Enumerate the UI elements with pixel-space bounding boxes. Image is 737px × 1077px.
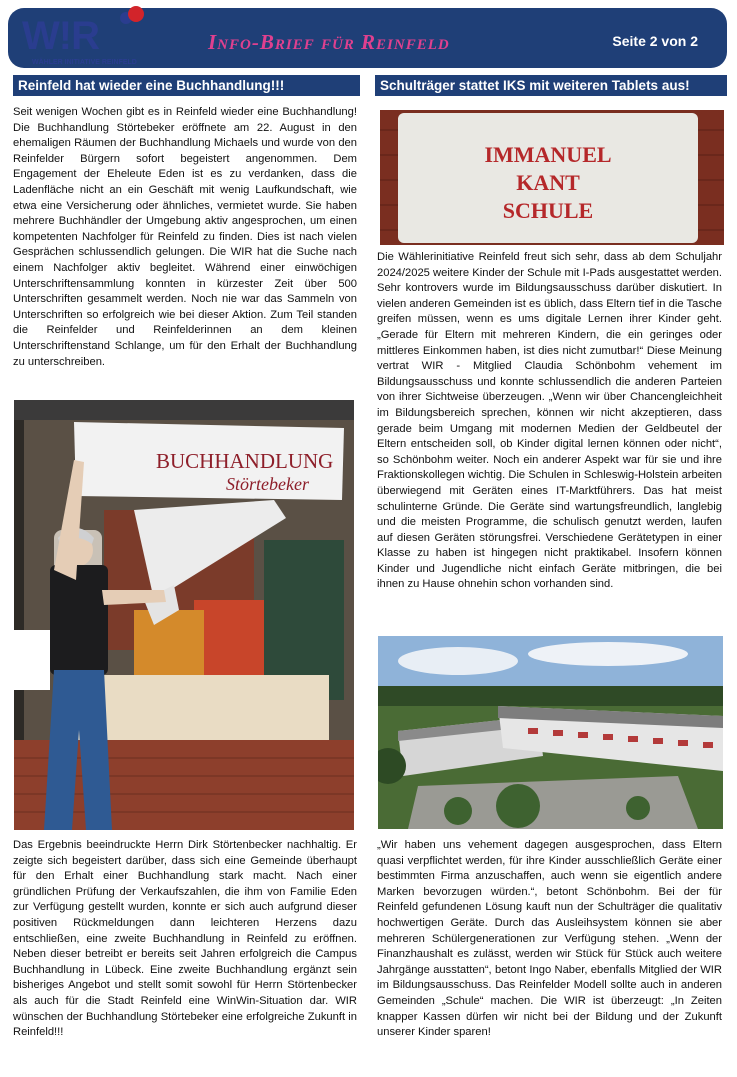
left-article-paragraph-2: Das Ergebnis beeindruckte Herrn Dirk Störtenbecker nachhaltig. Er zeigte sich begeistert darüber, dass sich eine Gemeinde überhaupt für den Erhalt einer Buchhandlung stark macht. Nach einer gründlichen Prüfung der Verkaufszahlen, die ihm von Familie Eden zur Verfügung gestellt wurden, konnte er sich auch aufgrund dieser positiven Rückmeldungen dann leichteren Herzens dazu entschließen, eine zweite Buchhandlung in Reinfeld zu eröffnen. Neben dieser betreibt er bereits seit Jahren erfolgreich die Campus Buchhandlung in Lübeck. Eine zweite Buchhandlung ergänzt sein bisheriges Angebot und stellt somit sowohl für Herrn Störtenbecker als auch für die Stadt Reinfeld eine WinWin-Situation dar. WIR wünschen der Buchhandlung Störtebeker eine erfolgreiche Zukunft in Reinfeld!!! xyxy=(13,839,357,1039)
school-aerial-illustration xyxy=(378,636,723,829)
school-sign-illustration xyxy=(380,110,724,245)
bookstore-photo xyxy=(14,400,354,830)
newsletter-title: Info-Brief für Reinfeld xyxy=(208,30,450,54)
sign-text-3: SCHULE xyxy=(502,198,594,223)
right-article-paragraph-1: Die Wählerinitiative Reinfeld freut sich sehr, dass ab dem Schuljahr 2024/2025 weitere Kinder der Schule mit I-Pads ausgestattet werden. Sehr kontrovers wurde im Bildungsausschuss darüber diskutiert. In vielen anderen Gemeinden ist es üblich, dass Eltern tief in die Tasche greifen müssen, wenn es ums digitale Lernen ihrer Kinder geht. „Gerade für Eltern mit mehreren Kindern, die ein geringes oder mittleres Einkommen haben, ist dies nicht zumutbar!“ Diese Meinung vertrat WIR - Mitglied Claudia Schönbohm vehement im Bildungsausschuss und konnte schlussendlich die anderen Parteien von ihrer Sichtweise überzeugen. „Wenn wir über Chancengleichheit im Bildungsbereich sprechen, können wir nicht akzeptieren, dass gerade beim Umgang mit modernen Medien der Geldbeutel der Eltern entscheiden soll, ob Kinder digital lernen können oder nicht“, so Schönbohm weiter. Noch ein anderer Aspekt war für sie und ihre Fraktionskollegen wichtig. Die Schulen in Schleswig-Holstein arbeiten überwiegend mit Geräten eines IT-Marktführers. Das hat meist schulinterne Gründe. Die Geräte sind wartungsfreundlich, langlebig und die meisten Programme, die schulisch genutzt werden, laufen auf diesen Geräten störungsfrei. Verschiedene Gerätetypen in einer Klasse zu haben ist hingegen nicht praktikabel. Insofern können Kinder und Jugendliche nicht einfach Geräte mitbringen, die bei ihnen zu Hause ohnehin schon vorhanden sind. xyxy=(377,251,722,591)
logo-text: W!R xyxy=(22,14,99,58)
logo-dot-red xyxy=(128,6,144,22)
right-article-paragraph-2: „Wir haben uns vehement dagegen ausgesprochen, dass Eltern quasi verpflichtet werden, für ihre Kinder ausschließlich Geräte einer bestimmten Firma anzuschaffen, auch wenn sie eigentlich andere Marken bevorzugen würden.“, betont Schönbohm. Bei der für Reinfeld gefundenen Lösung kauft nun der Schulträger die qualitativ hochwertigen Geräte. Durch das Ausleihsystem können sie aber mehreren Schülergenerationen zur Verfügung stehen. „Wenn der Finanzhaushalt es zulässt, werden wir Stück für Stück auch weitere Jahrgänge ausstatten“, betont Ingo Naber, ebenfalls Mitglied der WIR im Bildungsausschuss. Das Reinfelder Modell sollte auch in anderen Gemeinden „Schule“ machen. Die WIR ist überzeugt: „In Zeiten knapper Kassen dürfen wir nicht bei der Bildung und der Zukunft unserer Kinder sparen! xyxy=(377,839,722,1039)
left-article-paragraph-1: Seit wenigen Wochen gibt es in Reinfeld wieder eine Buchhandlung! Die Buchhandlung Störtebeker eröffnete am 22. August in den ehemaligen Räumen der Buchhandlung Michaels und wurde von den Reinfelder Bürgern sofort begeistert angenommen. Dem Engagement der Eheleute Eden ist es zu verdanken, dass die Ladenfläche nicht an ein Geschäft mit wenig Laufkundschaft, wie etwa eine Versicherung oder ähnliches, vermietet wurde. Sie haben mehrere Buchhändler der Umgebung aktiv angesprochen, um einen kompetenten Nachfolger für Reinfeld zu finden. Dies ist nach vielen Gesprächen schlussendlich gelungen. Die WIR hat die Suche nach einem Nachfolger aktiv begleitet. Während einer einwöchigen Unterschriftensammlung konnten in kürzester Zeit über 500 Unterschriften gesammelt werden. Noch nie war das Sammeln von Unterschriften so erfolgreich wie bei dieser Aktion. Zum Teil standen die Reinfelder und Reinfelderinnen an dem kleinen Unterschriftenstand Schlange, um für den Erhalt der Buchhandlung zu unterschreiben. xyxy=(13,106,357,368)
left-article-heading: Reinfeld hat wieder eine Buchhandlung!!! xyxy=(13,75,360,96)
school-sign-photo xyxy=(380,110,724,245)
school-aerial-photo xyxy=(378,636,723,829)
logo-subtitle: WÄHLER INITIATIVE REINFELD xyxy=(32,59,137,66)
page-number: Seite 2 von 2 xyxy=(612,33,698,49)
sign-text-2: KANT xyxy=(516,170,580,195)
wir-logo xyxy=(10,2,135,72)
bookstore-photo-illustration xyxy=(14,400,354,830)
banner-text-2: Störtebeker xyxy=(226,474,309,494)
right-article-heading: Schulträger stattet IKS mit weiteren Tablets aus! xyxy=(375,75,727,96)
banner-text-1: BUCHHANDLUNG xyxy=(156,449,334,473)
sign-text-1: IMMANUEL xyxy=(484,142,612,167)
